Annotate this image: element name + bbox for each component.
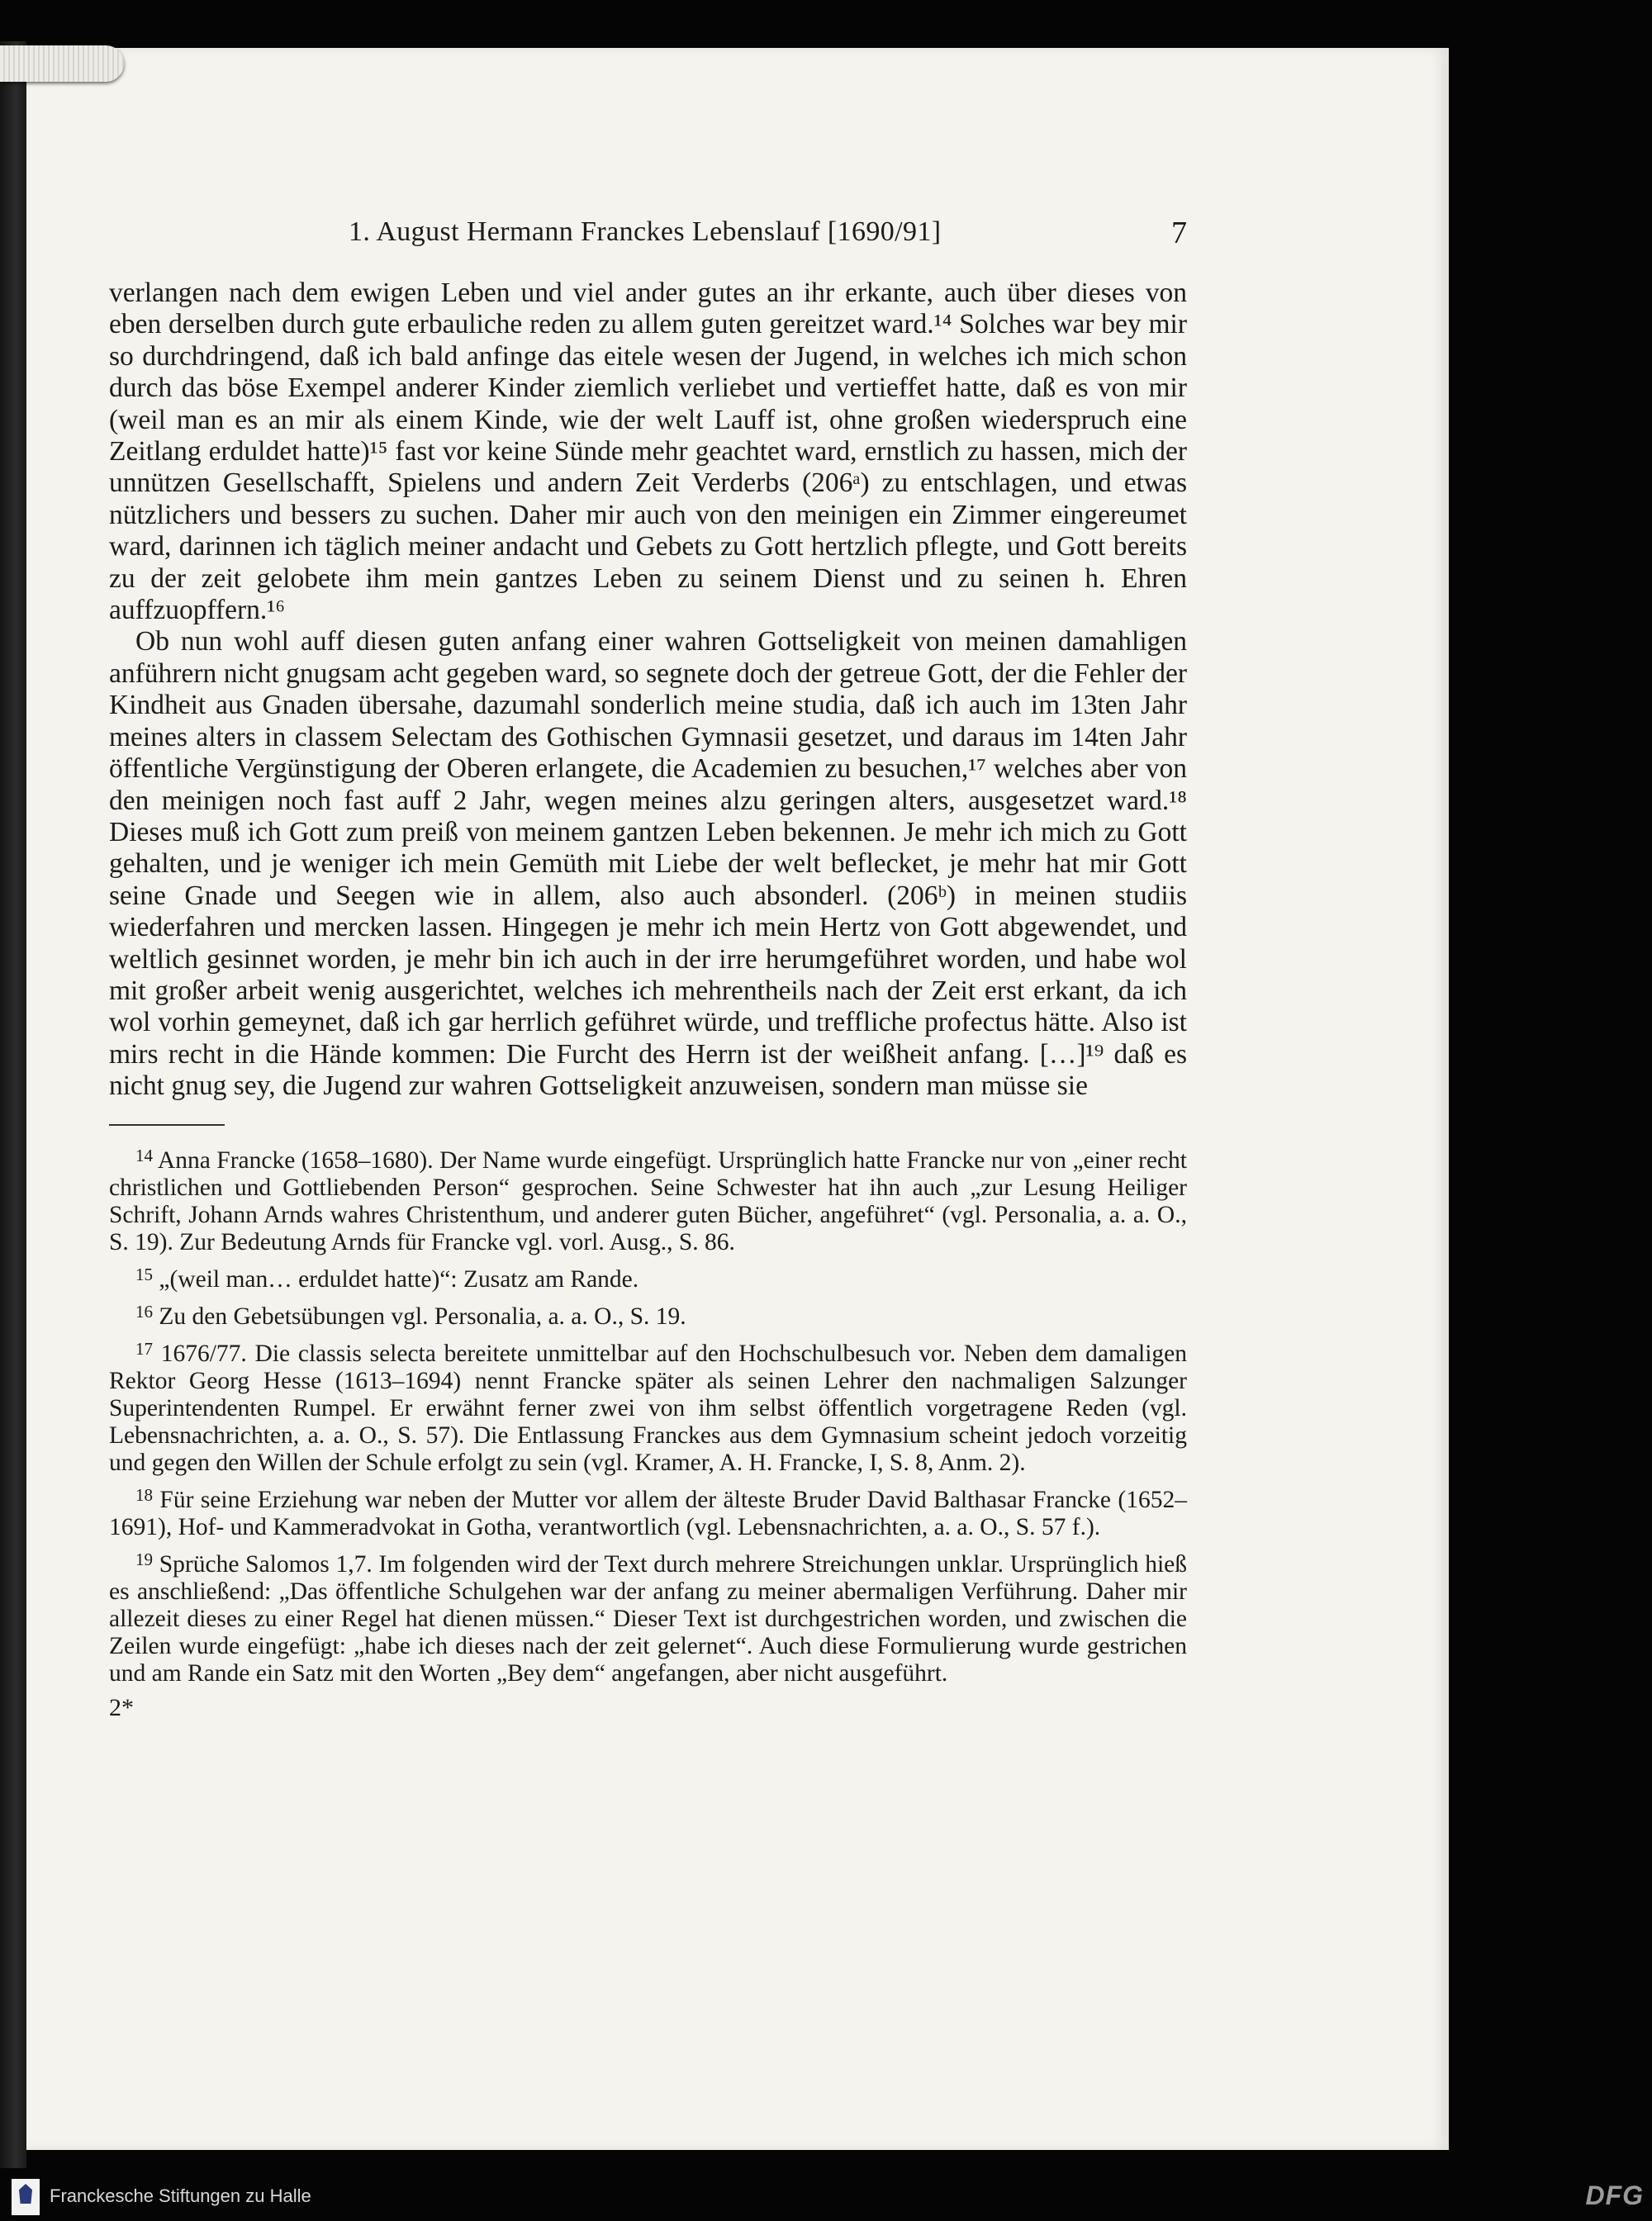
body-text xyxy=(109,278,1187,1103)
bookmark-ribbon xyxy=(0,45,124,82)
footnote-number: 16 xyxy=(135,1301,153,1322)
paragraph: Ob nun wohl auff diesen guten anfang einer wahren Gottseligkeit von meinen damahligen anführern nicht gnugsam acht gegeben ward, so segnete doch der getreue Gott, der die Fehler der Kindheit aus Gnaden übersahe, dazumahl sonderlich meine studia, daß ich auch im 13ten Jahr meines alters in classem Selectam des Gothischen Gymnasii gesetzet, und daraus im 14ten Jahr öffentliche Vergünstigung der Oberen erlangete, die Academien zu besuchen,¹⁷ welches aber von den meinigen noch fast auff 2 Jahr, wegen meines alzu geringen alters, ausgesetzet ward.¹⁸ Dieses muß ich Gott zum preiß von meinem gantzen Leben bekennen. Je mehr ich mich zu Gott gehalten, und je weniger ich mein Gemüth mit Liebe der welt beflecket, je mehr hat mir Gott seine Gnade und Seegen wie in allem, also auch absonderl. (206ᵇ) in meinen studiis wiederfahren und mercken lassen. Hingegen je mehr ich mein Hertz von Gott abgewendet, und weltlich gesinnet worden, je mehr bin ich auch in der irre herumgeführet worden, und habe wol mit großer arbeit wenig ausgerichtet, welches ich mehrentheils nach der Zeit erst erkant, da ich wol vorhin gemeynet, daß ich gar herrlich geführet würde, und treffliche profectus hätte. Also ist mirs recht in die Hände kommen: Die Furcht des Herrn ist der weißheit anfang. […]¹⁹ daß es nicht gnug sey, die Jugend zur wahren Gottseligkeit anzuweisen, sondern man müsse sie xyxy=(109,626,1187,1102)
footnote xyxy=(109,1261,1187,1293)
running-head-title: 1. August Hermann Franckes Lebenslauf [1690/91] xyxy=(349,216,942,247)
footnote-number: 17 xyxy=(135,1338,153,1359)
footnote xyxy=(109,1482,1187,1541)
institution-logo-icon xyxy=(12,2179,40,2215)
shield-icon xyxy=(19,2184,32,2204)
paragraph: verlangen nach dem ewigen Leben und viel ander gutes an ihr erkante, auch über dieses von eben derselben durch gute erbauliche reden zu allem guten gereitzet ward.¹⁴ Solches war bey mir so durchdringend, daß ich bald anfinge das eitele wesen der Jugend, in welches ich mich schon durch das böse Exempel anderer Kinder ziemlich verliebet und vertieffet hatte, daß es von mir (weil man es an mir als einem Kinde, wie der welt Lauff ist, ohne großen wiederspruch eine Zeitlang erduldet hatte)¹⁵ fast vor keine Sünde mehr geachtet ward, ernstlich zu hassen, mich der unnützen Gesellschafft, Spielens und andern Zeit Verderbs (206ᵃ) zu entschlagen, und etwas nützlichers und bessers zu suchen. Daher mir auch von den meinigen ein Zimmer eingereumet ward, darinnen ich täglich meiner andacht und Gebets zu Gott hertzlich pflegte, und Gott bereits zu der zeit gelobete ihm mein gantzes Leben zu seinem Dienst und zu seinen h. Ehren auffzuopffern.¹⁶ xyxy=(109,278,1187,626)
signature-mark: 2* xyxy=(109,1693,134,1721)
footnote xyxy=(109,1298,1187,1331)
footnote xyxy=(109,1142,1187,1256)
footnote xyxy=(109,1546,1187,1687)
footnote-text: „(weil man… erduldet hatte)“: Zusatz am Rande. xyxy=(159,1265,639,1293)
viewer-footer xyxy=(0,2174,1652,2221)
footnote-text: Anna Francke (1658–1680). Der Name wurde eingefügt. Ursprünglich hatte Francke nur von „einer recht christlichen und Gottliebenden Person“ gesprochen. Seine Schwester hat ihn auch „zur Lesung Heiliger Schrift, Johann Arnds wahres Christenthum, und anderer guten Bücher, angeführet“ (vgl. Personalia, a. a. O., S. 19). Zur Bedeutung Arnds für Francke vgl. vorl. Ausg., S. 86. xyxy=(109,1146,1187,1255)
book-page xyxy=(26,48,1449,2150)
footnote-number: 18 xyxy=(135,1484,153,1505)
institution-name: Franckesche Stiftungen zu Halle xyxy=(50,2185,311,2206)
footnote xyxy=(109,1336,1187,1477)
footnote-text: Zu den Gebetsübungen vgl. Personalia, a. a. O., S. 19. xyxy=(159,1303,686,1330)
footnotes xyxy=(109,1142,1187,1687)
page-number: 7 xyxy=(1171,216,1187,250)
footnote-text: Sprüche Salomos 1,7. Im folgenden wird der Text durch mehrere Streichungen unklar. Ursprünglich hieß es anschließend: „Das öffentliche Schulgehen war der anfang zu meiner abermaligen Verführung. Daher mir allezeit dieses zu einer Regel hat dienen müssen.“ Dieser Text ist durchgestrichen worden, und zwischen die Zeilen wurde eingefügt: „habe ich dieses nach der zeit gelernet“. Auch diese Formulierung wurde gestrichen und am Rande ein Satz mit den Worten „Bey dem“ angefangen, aber nicht ausgeführt. xyxy=(109,1550,1187,1687)
running-head xyxy=(109,213,1187,263)
footnote-number: 15 xyxy=(135,1264,153,1284)
footnote-text: 1676/77. Die classis selecta bereitete unmittelbar auf den Hochschulbesuch vor. Neben dem damaligen Rektor Georg Hesse (1613–1694) nennt Francke später als seinen Lehrer den nachmaligen Salzunger Superintendenten Rumpel. Er erwähnt ferner zwei von ihm selbst öffentlich vorgetragene Reden (vgl. Lebensnachrichten, a. a. O., S. 57). Die Entlassung Franckes aus dem Gymnasium scheint jedoch vorzeitig und gegen den Willen der Schule erfolgt zu sein (vgl. Kramer, A. H. Francke, I, S. 8, Anm. 2). xyxy=(109,1340,1187,1476)
footnote-number: 14 xyxy=(135,1145,153,1165)
footnote-number: 19 xyxy=(135,1549,153,1569)
book-spine-shadow xyxy=(0,41,26,2168)
footnote-text: Für seine Erziehung war neben der Mutter vor allem der älteste Bruder David Balthasar Francke (1652–1691), Hof- und Kammeradvokat in Gotha, verantwortlich (vgl. Lebensnachrichten, a. a. O., S. 57 f.). xyxy=(109,1486,1187,1540)
footnote-rule xyxy=(109,1124,225,1126)
dfg-logo: DFG xyxy=(1585,2181,1644,2210)
page-content xyxy=(109,213,1187,1722)
